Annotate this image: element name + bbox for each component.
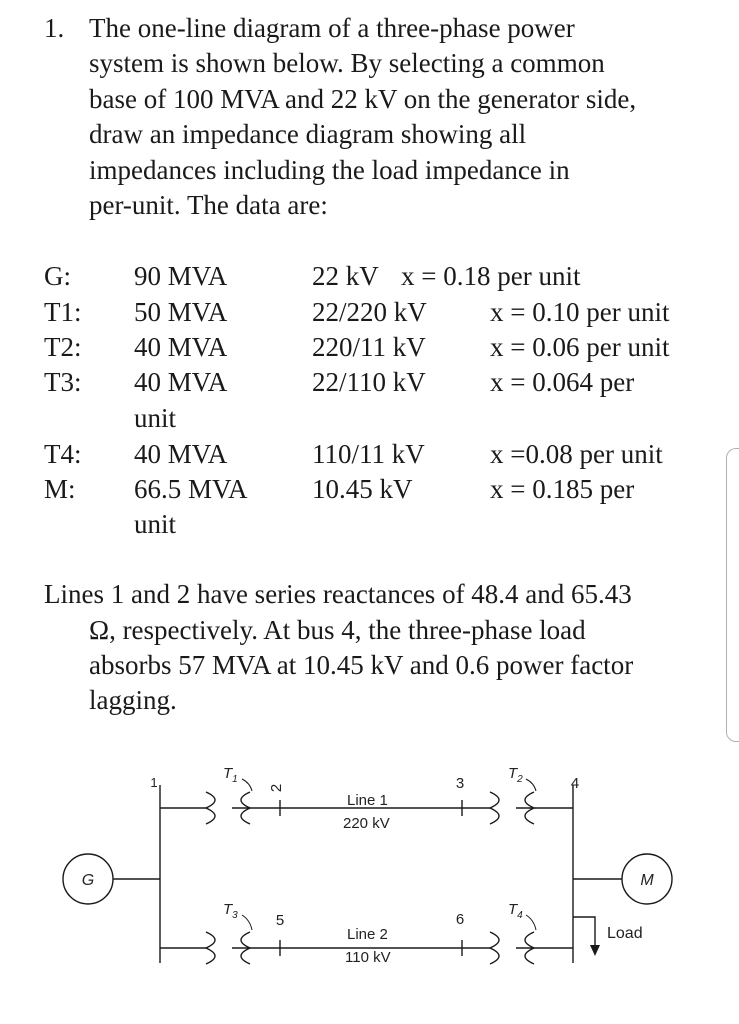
component-mva: 40 MVA [134,367,228,397]
component-wrap: unit [134,403,177,433]
line-1-name: Line 1 [347,792,388,809]
component-reactance: x = 0.185 per [490,474,635,504]
component-reactance: x = 0.064 per [490,367,635,397]
line-2-voltage: 110 kV [345,949,391,966]
t3-label: $T_3$ [223,901,238,921]
load-label: Load [607,925,643,942]
problem-line: The one-line diagram of a three-phase power [89,13,575,43]
component-kv: 22/220 kV [312,297,427,327]
bus-label-6: 6 [455,911,465,928]
side-panel-edge [726,448,739,742]
t4-pointer [526,915,536,930]
lines-text: Ω, respectively. At bus 4, the three-phase load [89,615,586,645]
bus-label-4: 4 [570,775,580,792]
component-reactance: x = 0.18 per unit [401,261,581,291]
line-1-voltage: 220 kV [343,815,390,832]
generator-label: G [81,872,95,889]
problem-line: base of 100 MVA and 22 kV on the generator side, [89,84,637,114]
component-name: T3: [44,367,82,397]
bus-label-5: 5 [275,912,285,929]
t1-label: $T_1$ [223,765,238,785]
t2-pointer [526,779,536,791]
load-tap [573,917,595,947]
t1-pointer [242,779,252,791]
component-kv: 10.45 kV [312,474,413,504]
component-reactance: x = 0.06 per unit [490,332,670,362]
t4-label: $T_4$ [508,901,523,921]
line-2-name: Line 2 [347,926,388,943]
t2-primary-coil [490,792,499,824]
t3-pointer [242,915,252,930]
component-mva: 90 MVA [134,261,228,291]
component-mva: 50 MVA [134,297,228,327]
component-name: T4: [44,439,82,469]
lines-text: lagging. [89,685,177,715]
one-line-diagram [0,745,739,1020]
component-reactance: x =0.08 per unit [490,439,663,469]
t3-primary-coil [206,932,215,964]
bus-label-1: 1 [150,775,158,790]
problem-line: system is shown below. By selecting a common [89,48,605,78]
component-name: T2: [44,332,82,362]
problem-line: draw an impedance diagram showing all [89,119,527,149]
component-kv: 22 kV [312,261,379,291]
motor-label: M [640,872,654,889]
component-name: G: [44,261,71,291]
component-mva: 66.5 MVA [134,474,248,504]
lines-text: absorbs 57 MVA at 10.45 kV and 0.6 power factor [89,650,634,680]
component-kv: 22/110 kV [312,367,426,397]
t1-primary-coil [206,792,215,824]
load-arrow [590,945,600,956]
component-name: M: [44,474,76,504]
component-kv: 110/11 kV [312,439,425,469]
bus-label-3: 3 [455,775,465,792]
component-kv: 220/11 kV [312,332,426,362]
t2-label: $T_2$ [508,765,523,785]
component-mva: 40 MVA [134,439,228,469]
t4-primary-coil [490,932,499,964]
problem-number: 1. [44,13,65,43]
component-mva: 40 MVA [134,332,228,362]
problem-line: per-unit. The data are: [89,190,328,220]
component-wrap: unit [134,509,177,539]
bus-label-2: 2 [268,783,285,793]
component-name: T1: [44,297,82,327]
lines-text: Lines 1 and 2 have series reactances of 48.4 and 65.43 [44,579,632,609]
component-reactance: x = 0.10 per unit [490,297,670,327]
problem-line: impedances including the load impedance in [89,155,570,185]
